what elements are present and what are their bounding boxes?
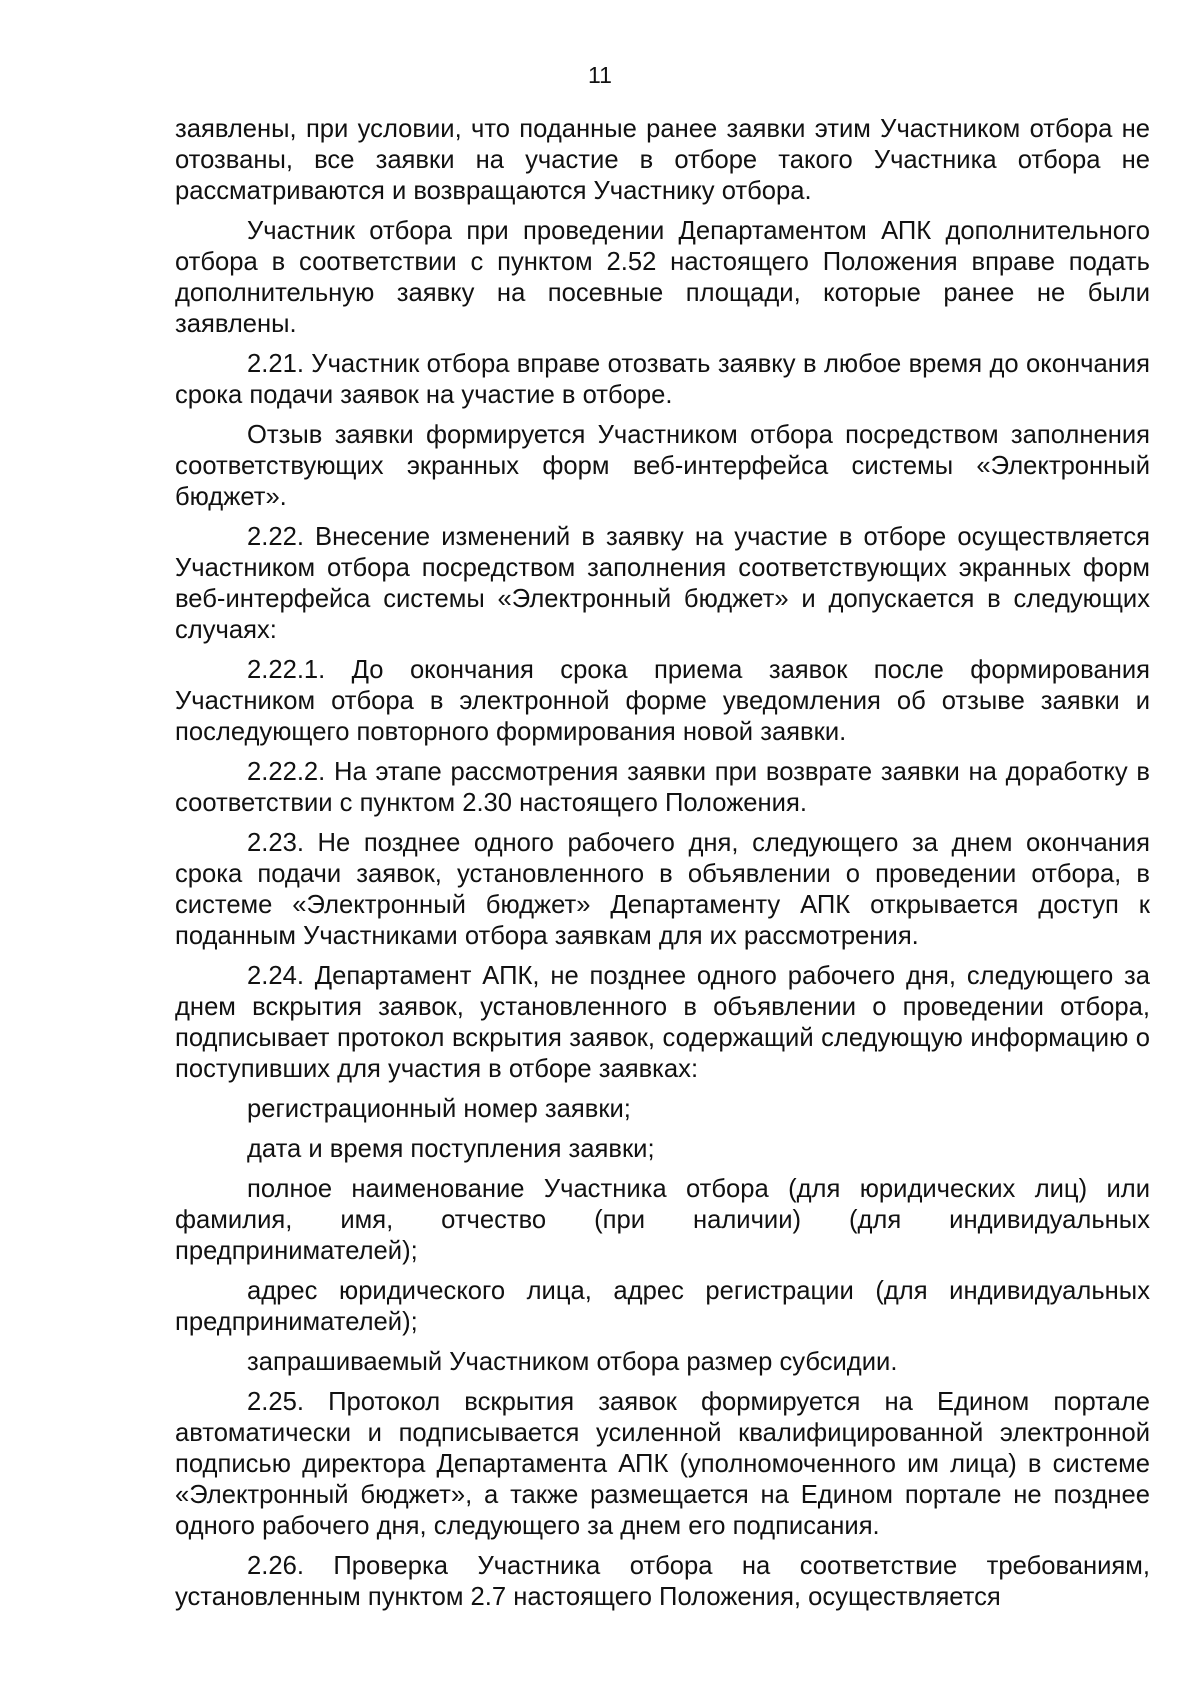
- list-item-address: адрес юридического лица, адрес регистрации (для индивидуальных предпринимателей);: [175, 1277, 1150, 1336]
- document-body: [175, 114, 1150, 1622]
- paragraph-continuation: заявлены, при условии, что поданные ранее заявки этим Участником отбора не отозваны, все заявки на участие в отборе такого Участника отбора не рассматриваются и возвращаются Участнику отбора.: [175, 115, 1150, 205]
- paragraph-2-23: 2.23. Не позднее одного рабочего дня, следующего за днем окончания срока подачи заявок, установленного в объявлении о проведении отбора, в системе «Электронный бюджет» Департаменту АПК открывается доступ к поданным Участниками отбора заявкам для их рассмотрения.: [175, 829, 1150, 950]
- paragraph-2-22: 2.22. Внесение изменений в заявку на участие в отборе осуществляется Участником отбора посредством заполнения соответствующих экранных форм веб-интерфейса системы «Электронный бюджет» и допускается в следующих случаях:: [175, 523, 1150, 644]
- paragraph-2-26: 2.26. Проверка Участника отбора на соответствие требованиям, установленным пунктом 2.7 настоящего Положения, осуществляется: [175, 1552, 1150, 1611]
- list-item-date-time: дата и время поступления заявки;: [247, 1135, 655, 1163]
- list-item-full-name: полное наименование Участника отбора (для юридических лиц) или фамилия, имя, отчество (при наличии) (для индивидуальных предпринимателей);: [175, 1175, 1150, 1265]
- paragraph-2-24: 2.24. Департамент АПК, не позднее одного рабочего дня, следующего за днем вскрытия заявок, установленного в объявлении о проведении отбора, подписывает протокол вскрытия заявок, содержащий следующую информацию о поступивших для участия в отборе заявках:: [175, 962, 1150, 1083]
- paragraph-withdrawal: Отзыв заявки формируется Участником отбора посредством заполнения соответствующих экранных форм веб-интерфейса системы «Электронный бюджет».: [175, 421, 1150, 511]
- paragraph-2-22-2: 2.22.2. На этапе рассмотрения заявки при возврате заявки на доработку в соответствии с пунктом 2.30 настоящего Положения.: [175, 758, 1150, 817]
- paragraph-2-22-1: 2.22.1. До окончания срока приема заявок после формирования Участником отбора в электронной форме уведомления об отзыве заявки и последующего повторного формирования новой заявки.: [175, 656, 1150, 746]
- paragraph-additional-selection: Участник отбора при проведении Департаментом АПК дополнительного отбора в соответствии с пунктом 2.52 настоящего Положения вправе подать дополнительную заявку на посевные площади, которые ранее не были заявлены.: [175, 217, 1150, 338]
- page-number: 11: [588, 62, 612, 88]
- paragraph-2-25: 2.25. Протокол вскрытия заявок формируется на Едином портале автоматически и подписывается усиленной квалифицированной электронной подписью директора Департамента АПК (уполномоченного им лица) в системе «Электронный бюджет», а также размещается на Едином портале не позднее одного рабочего дня, следующего за днем его подписания.: [175, 1388, 1150, 1540]
- list-item-subsidy-amount: запрашиваемый Участником отбора размер субсидии.: [247, 1348, 898, 1376]
- list-item-registration-number: регистрационный номер заявки;: [247, 1095, 631, 1123]
- paragraph-2-21: 2.21. Участник отбора вправе отозвать заявку в любое время до окончания срока подачи заявок на участие в отборе.: [175, 350, 1150, 409]
